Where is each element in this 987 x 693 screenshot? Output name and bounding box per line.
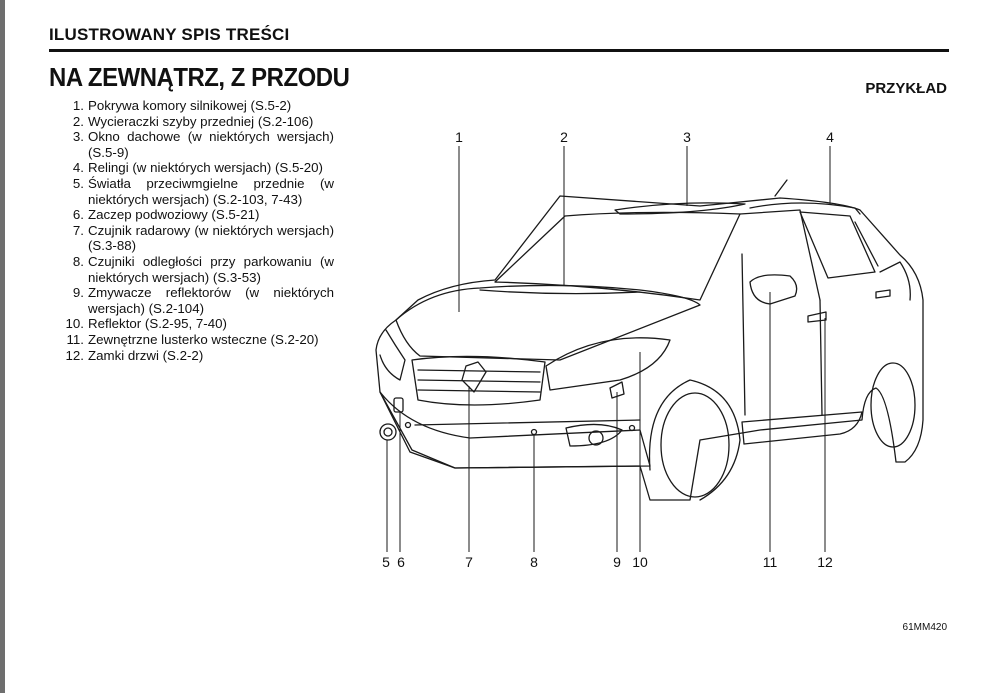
example-label: PRZYKŁAD [865, 80, 947, 97]
badge-outline [462, 362, 486, 392]
item-text: Okno dachowe (w niektórych wersjach) (S.5-9) [88, 129, 334, 160]
side-mirror [750, 275, 797, 304]
item-number: 1. [72, 98, 84, 113]
item-text: Zaczep podwoziowy (S.5-21) [88, 207, 260, 223]
callout-label: 8 [530, 554, 538, 570]
figure-code: 61MM420 [902, 622, 947, 633]
item-text: Zmywacze reflektorów (w niektórych wersjach) (S.2-104) [88, 285, 334, 316]
item-text: Pokrywa komory silnikowej (S.5-2) [88, 98, 292, 113]
callout-label: 5 [382, 554, 390, 570]
item-text: Relingi (w niektórych wersjach) (S.5-20) [88, 160, 323, 176]
item-number: 3. [72, 129, 84, 145]
callout-label: 1 [455, 129, 463, 145]
item-number: 8. [72, 253, 84, 269]
section-title: NA ZEWNĄTRZ, Z PRZODU [49, 62, 350, 92]
item-number: 11. [66, 331, 84, 347]
fog-light-right [589, 431, 603, 445]
item-number: 9. [72, 285, 84, 301]
fog-light-left [380, 424, 396, 440]
item-number: 2. [72, 113, 84, 129]
item-text: Reflektor (S.2-95, 7-40) [88, 316, 227, 332]
windshield-outline [495, 212, 740, 300]
door-handle [808, 312, 826, 322]
hood-outline [396, 285, 700, 360]
callout-label: 7 [465, 554, 473, 570]
item-text: Wycieraczki szyby przedniej (S.2-106) [88, 113, 314, 129]
callout-label: 3 [683, 129, 691, 145]
item-number: 6. [72, 207, 84, 223]
item-number: 12. [65, 347, 84, 363]
callout-label: 2 [560, 129, 568, 145]
item-number: 5. [72, 175, 84, 191]
callout-label: 11 [762, 554, 778, 570]
item-number: 4. [72, 160, 84, 176]
callout-label: 10 [632, 554, 648, 570]
callout-label: 4 [826, 129, 834, 145]
item-text: Czujniki odległości przy parkowaniu (w niektórych wersjach) (S.3-53) [88, 253, 334, 285]
item-text: Czujnik radarowy (w niektórych wersjach) (S.3-88) [88, 222, 334, 254]
headlight-outline [546, 338, 670, 390]
callout-label: 9 [613, 554, 621, 570]
rear-wheel [871, 363, 915, 447]
item-text: Światła przeciwmgielne przednie (w niektórych wersjach) (S.2-103, 7-43) [88, 175, 334, 207]
item-number: 7. [72, 222, 84, 238]
header-title: ILUSTROWANY SPIS TREŚCI [49, 25, 290, 44]
item-number: 10. [65, 316, 84, 332]
front-wheel [650, 380, 741, 500]
callout-label: 6 [397, 554, 405, 570]
item-text: Zewnętrzne lusterko wsteczne (S.2-20) [88, 331, 319, 347]
item-text: Zamki drzwi (S.2-2) [88, 347, 204, 363]
callout-label: 12 [817, 554, 833, 570]
